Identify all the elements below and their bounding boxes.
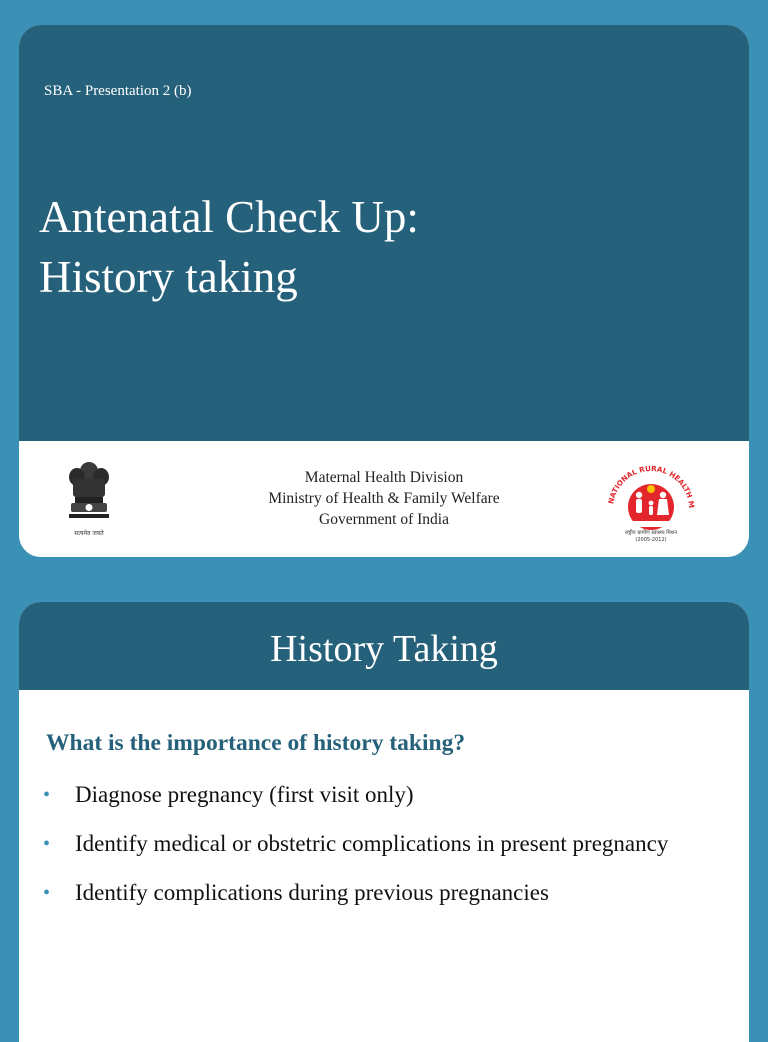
nrhm-family-icon <box>603 463 699 543</box>
nrhm-hindi-text: राष्ट्रीय ग्रामीण स्वास्थ्य मिशन <box>624 530 678 536</box>
division-line-3: Government of India <box>319 511 449 528</box>
presentation-subtitle: SBA - Presentation 2 (b) <box>44 83 192 99</box>
bullet-item: • Identify medical or obstetric complications in present pregnancy <box>43 827 723 861</box>
bullet-item: • Identify complications during previous pregnancies <box>43 876 723 910</box>
question-heading: What is the importance of history taking? <box>46 730 466 756</box>
bullet-item: • Diagnose pregnancy (first visit only) <box>43 778 723 812</box>
emblem-motto: सत्यमेव जयते <box>74 530 104 537</box>
division-line-1: Maternal Health Division <box>304 469 464 486</box>
bullet-list <box>43 778 723 925</box>
bullet-dot-icon: • <box>43 882 51 904</box>
title-slide <box>19 25 749 557</box>
title-slide-footer <box>19 441 749 557</box>
nrhm-logo <box>603 463 699 543</box>
title-slide-header <box>19 25 749 441</box>
slide-title <box>39 187 419 307</box>
bullet-dot-icon: • <box>43 833 51 855</box>
content-slide <box>19 602 749 1042</box>
division-line-2: Ministry of Health & Family Welfare <box>268 490 500 507</box>
bullet-dot-icon: • <box>43 784 51 806</box>
slide-title-line-2: History taking <box>39 252 298 302</box>
content-slide-header <box>19 602 749 690</box>
slide-title-line-1: Antenatal Check Up: <box>39 192 419 242</box>
nrhm-ring-text: NATIONAL RURAL HEALTH M <box>606 463 697 509</box>
nrhm-years-text: (2005-2012) <box>635 537 667 543</box>
content-slide-title: History Taking <box>270 628 498 670</box>
